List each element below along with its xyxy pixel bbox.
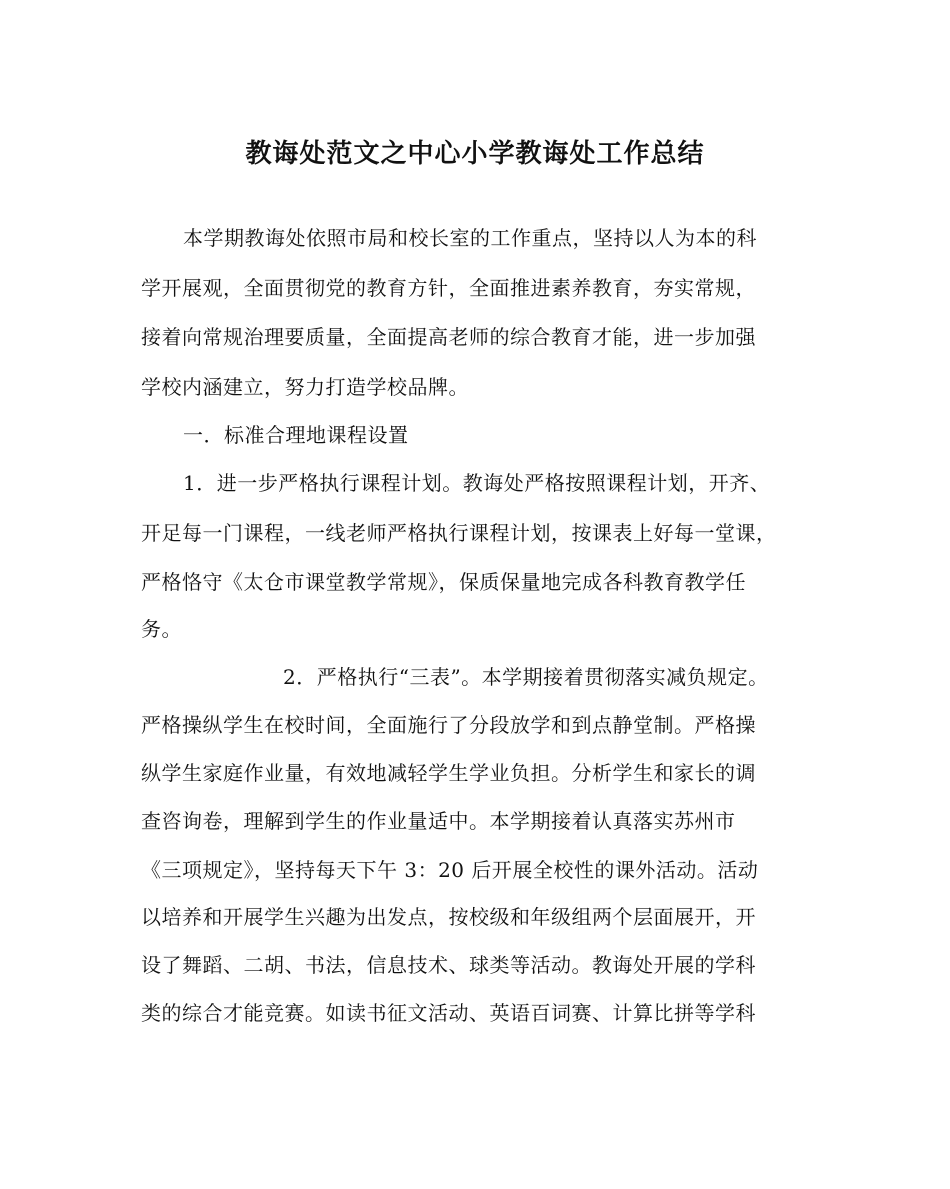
paragraph-line: 本学期教诲处依照市局和校长室的工作重点，坚持以人为本的科 (183, 226, 757, 250)
paragraph-line: 开足每一门课程，一线老师严格执行课程计划，按课表上好每一堂课， (141, 521, 777, 545)
paragraph-line: 严格操纵学生在校时间，全面施行了分段放学和到点静堂制。严格操 (141, 713, 756, 737)
paragraph-line: 类的综合才能竞赛。如读书征文活动、英语百词赛、计算比拼等学科 (141, 1001, 756, 1025)
paragraph-line: 1．进一步严格执行课程计划。教诲处严格按照课程计划，开齐、 (183, 471, 771, 495)
paragraph-line: 纵学生家庭作业量，有效地减轻学生学业负担。分析学生和家长的调 (141, 761, 756, 785)
paragraph-line: 设了舞蹈、二胡、书法，信息技术、球类等活动。教诲处开展的学科 (141, 953, 756, 977)
paragraph-line: 学校内涵建立，努力打造学校品牌。 (141, 375, 469, 399)
paragraph-line: 以培养和开展学生兴趣为出发点，按校级和年级组两个层面展开，开 (141, 905, 756, 929)
paragraph-line: 《三项规定》，坚持每天下午 3：20 后开展全校性的课外活动。活动 (141, 858, 759, 882)
paragraph-line: 接着向常规治理要质量，全面提高老师的综合教育才能，进一步加强 (141, 325, 756, 349)
paragraph-line: 查咨询卷，理解到学生的作业量适中。本学期接着认真落实苏州市 (141, 809, 736, 833)
document-title: 教诲处范文之中心小学教诲处工作总结 (245, 139, 705, 169)
paragraph-line: 严格恪守《太仓市课堂教学常规》，保质保量地完成各科教育教学任 (141, 570, 746, 594)
section-heading: 一．标准合理地课程设置 (183, 423, 409, 447)
paragraph-line: 2．严格执行“三表”。本学期接着贯彻落实减负规定。 (283, 665, 769, 689)
paragraph-line: 学开展观，全面贯彻党的教育方针，全面推进素养教育，夯实常规， (141, 276, 756, 300)
paragraph-line: 务。 (141, 617, 182, 641)
